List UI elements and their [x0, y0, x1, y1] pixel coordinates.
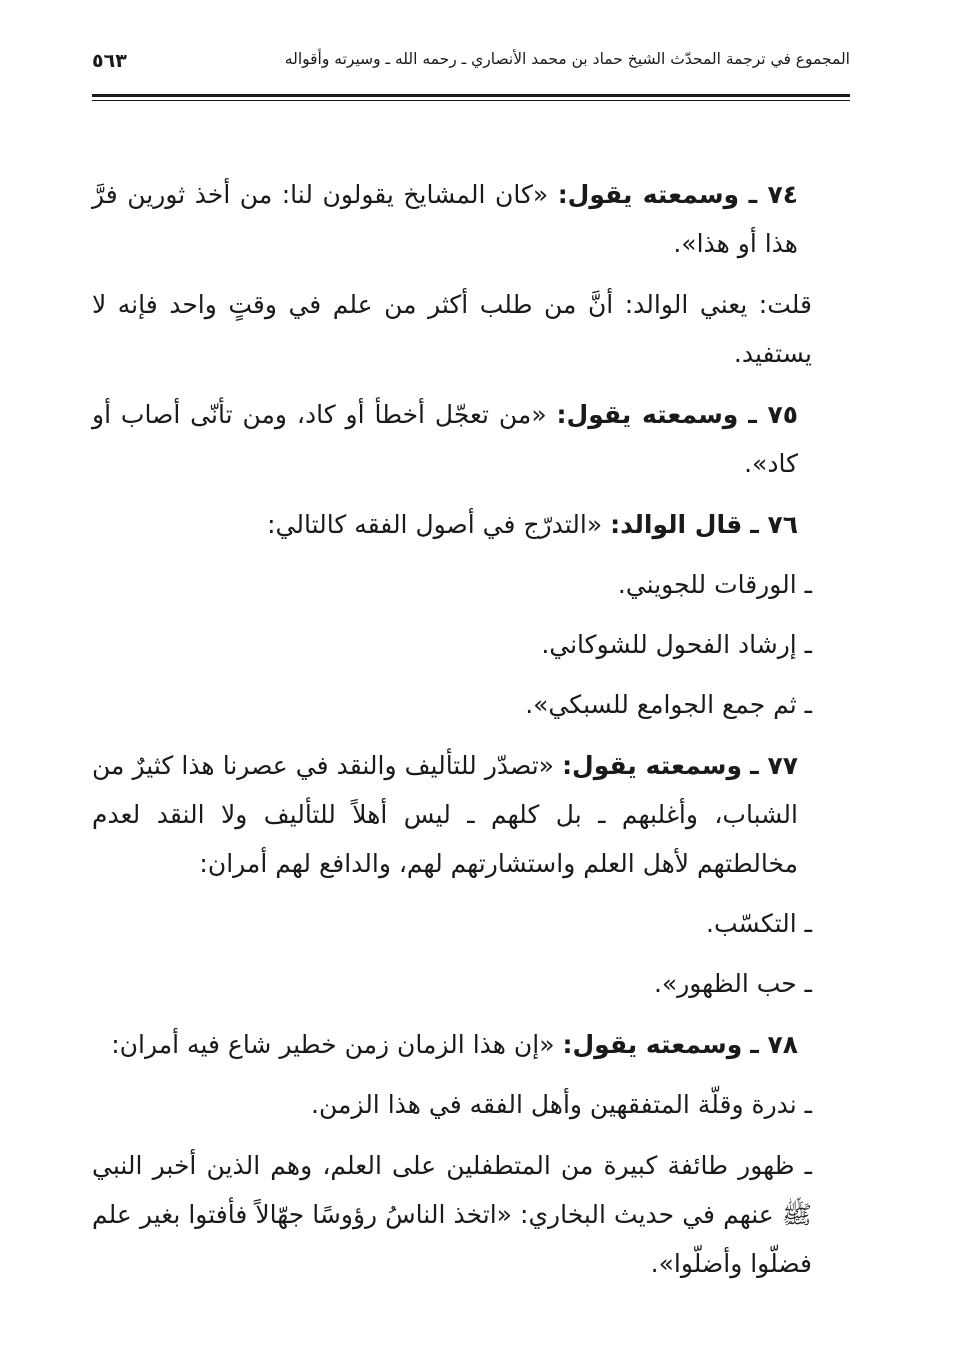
item-number: ٧٦ ـ [750, 510, 798, 539]
header-title: المجموع في ترجمة المحدّث الشيخ حماد بن محمد الأنصاري ـ رحمه الله ـ وسيرته وأقواله [284, 50, 850, 68]
header-rule-thin [92, 100, 850, 101]
comment-text: قلت: يعني الوالد: أنَّ من طلب أكثر من علم في وقتٍ واحد فإنه لا يستفيد. [92, 290, 812, 368]
paragraph-78 [92, 1020, 870, 1069]
paragraph-76 [92, 500, 870, 549]
paragraph-75 [92, 390, 870, 488]
header-rule-thick [92, 94, 850, 97]
item-text: «إن هذا الزمان زمن خطير شاع فيه أمران: [111, 1030, 555, 1059]
item-text: «كان المشايخ يقولون لنا: من أخذ ثورين فرَّ هذا أو هذا». [92, 180, 798, 258]
list-item: ـ إرشاد الفحول للشوكاني. [541, 630, 812, 659]
page-body [92, 170, 870, 1288]
item-number: ٧٨ ـ [750, 1030, 798, 1059]
item-lead: وسمعته يقول: [557, 180, 740, 209]
list-item: ـ التكسّب. [706, 909, 812, 938]
list-item: ـ الورقات للجويني. [617, 570, 812, 599]
paragraph-77 [92, 741, 870, 888]
item-lead: وسمعته يقول: [556, 400, 739, 429]
page-number: ٥٦٣ [92, 50, 127, 72]
item-number: ٧٥ ـ [748, 400, 798, 429]
item-lead: قال الوالد: [610, 510, 743, 539]
list-item: ـ حب الظهور». [653, 969, 812, 998]
item-text: «التدرّج في أصول الفقه كالتالي: [267, 510, 603, 539]
list-item: ـ ثم جمع الجوامع للسبكي». [525, 690, 812, 719]
list-item: ـ ندرة وقلّة المتفقهين وأهل الفقه في هذا الزمن. [311, 1090, 812, 1119]
running-header [92, 48, 850, 78]
item-number: ٧٧ ـ [750, 751, 799, 780]
paragraph-comment [92, 280, 870, 378]
closing-paragraph: ـ ظهور طائفة كبيرة من المتطفلين على العلم، وهم الذين أخبر النبي ﷺ عنهم في حديث البخاري: «اتخذ الناسُ رؤوسًا جهّالاً فأفتوا بغير علم فضلّوا وأضلّوا». [92, 1151, 812, 1278]
item-lead: وسمعته يقول: [562, 751, 743, 780]
item-lead: وسمعته يقول: [562, 1030, 743, 1059]
item-text: «تصدّر للتأليف والنقد في عصرنا هذا كثيرٌ من الشباب، وأغلبهم ـ بل كلهم ـ ليس أهلاً للتأليف ولا النقد لعدم مخالطتهم لأهل العلم واستشارتهم لهم، والدافع لهم أمران: [92, 751, 798, 878]
paragraph-74 [92, 170, 870, 268]
item-number: ٧٤ ـ [748, 180, 798, 209]
item-text: «من تعجّل أخطأ أو كاد، ومن تأنّى أصاب أو كاد». [92, 400, 798, 478]
